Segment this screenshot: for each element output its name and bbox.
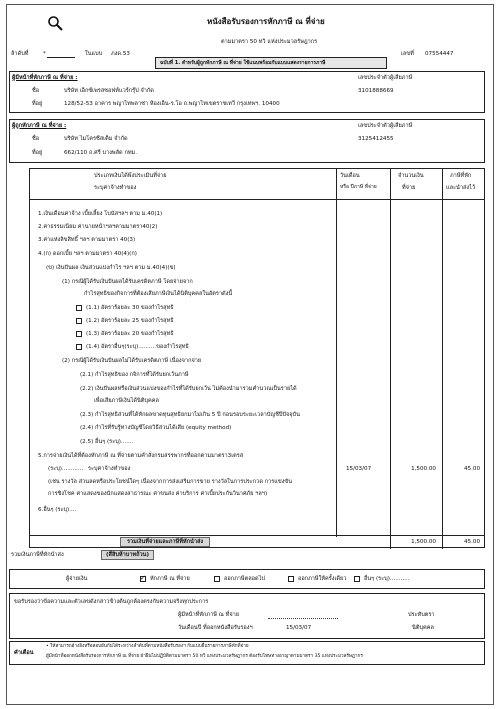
- warning-line-1: • ให้สามารถอ้างอิงหรือสอบยันกันได้ระหว่างลำดับที่ตามหนังสือรับรองฯ กับแบบยื่นรายการภาษีหักที่จ่าย: [46, 644, 249, 649]
- one-time-label: ออกภาษีให้ครั้งเดียว: [298, 576, 347, 582]
- book-no-value: *: [43, 51, 46, 57]
- payer-name-label: ชื่อ: [32, 88, 40, 94]
- item-5-note-2: การชิงโชค ค่าแสดงของนักแสดงสาธารณะ ค่าขนส่ง ค่าบริการ ค่าเบี้ยประกันวินาศภัย ฯลฯ): [48, 491, 268, 497]
- rate-2-label: (1.2) อัตราร้อยละ 25 ของกำไรสุทธิ: [86, 318, 174, 324]
- total-tax: 45.00: [463, 539, 480, 545]
- stamp-label-2: นิติบุคคล: [412, 625, 434, 631]
- permanent-label: ออกภาษีตลอดไป: [224, 576, 266, 582]
- payee-section-label: ผู้ถูกหักภาษี ณ ที่จ่าย :: [12, 123, 67, 129]
- one-time-checkbox[interactable]: [288, 576, 294, 582]
- item-4b: (ข) เงินปันผล เงินส่วนแบ่งกำไร ฯลฯ ตาม ม.40(4)(ข): [46, 265, 176, 271]
- doc-no-label: เลขที่: [401, 51, 414, 57]
- sub-2-3: (2.3) กำไรสุทธิส่วนที่ได้หักผลขาดทุนสุทธิยกมาไม่เกิน 5 ปี ก่อนรอบระยะเวลาบัญชีปีปัจจุบัน: [80, 412, 300, 418]
- other-checkbox[interactable]: [354, 576, 360, 582]
- rate-4-label: (1.4) อัตราอื่นๆ(ระบุ)..........ของกำไรสุทธิ: [86, 344, 189, 350]
- item-5-value: ระบุค่าจ้างทำของ: [88, 466, 131, 472]
- payer-tax-id: 3101888669: [358, 88, 394, 94]
- payee-name-label: ชื่อ: [32, 136, 40, 142]
- item-4b1: (1) กรณีผู้ได้รับเงินปันผลได้รับเครดิตภาษี โดยจ่ายจาก: [62, 279, 193, 285]
- item-5-amount: 1,500.00: [411, 466, 436, 472]
- total-text-label: รวมเงินภาษีที่หักนำส่ง: [11, 552, 64, 558]
- in-form-label: ในแบบ: [85, 51, 103, 57]
- issue-date-value: 15/03/07: [286, 625, 312, 631]
- income-table: [29, 168, 485, 548]
- payee-name: บริษัท ไมโครซีสเต็ม จำกัด: [64, 136, 128, 142]
- sub-2-1: (2.1) กำไรสุทธิของ กจิการที่ได้รับยกเว้นภาษี: [80, 372, 189, 378]
- col-date-header: วันเดือน: [340, 173, 360, 179]
- rate-1-label: (1.1) อัตราร้อยละ 30 ของกำไรสุทธิ: [86, 305, 174, 311]
- certificate-page: [6, 4, 494, 705]
- item-4a: 4.(ก) ดอกเบี้ย ฯลฯ ตามมาตรา 40(4)(ก): [38, 251, 137, 257]
- total-label: รวมเงินที่จ่ายและภาษีที่หักนำส่ง: [120, 537, 210, 547]
- col-type-header-2: ระบุค่าจ้างทำของ: [94, 185, 137, 191]
- payee-section: [9, 119, 485, 163]
- footer-warning: [9, 641, 485, 665]
- permanent-checkbox[interactable]: [214, 576, 220, 582]
- item-5-note-1: (เช่น รางวัล ส่วนลดหรือประโยชน์ใดๆ เนื่องจากการส่งเสริมการขาย รางวัลในการประกวด การแข่งขัน: [48, 479, 293, 485]
- payee-tax-id-label: เลขประจำตัวผู้เสียภาษี: [358, 123, 413, 129]
- book-no-label: ล้าดับที่: [11, 51, 29, 57]
- sub-2-2: (2.2) เงินปันผลหรือเงินส่วนแบ่งของกำไรที่ได้รับยกเว้น ไม่ต้องนำมารวมคำนวณเป็นรายได้: [80, 386, 297, 392]
- doc-no-value: 07554447: [425, 51, 454, 57]
- col-type-header: ประเภทเงินได้พึงประเมินที่จ่าย: [94, 173, 167, 179]
- withhold-label: หักภาษี ณ ที่จ่าย: [150, 576, 190, 582]
- copy-note-banner: [155, 57, 387, 69]
- item-5-date: 15/03/07: [346, 466, 372, 472]
- col-tax-header-2: และนำส่งไว้: [446, 185, 476, 191]
- other-label: อื่นๆ (ระบุ)...........: [364, 576, 410, 582]
- item-1: 1.เงินเดือนค่าจ้าง เบี้ยเลี้ยง โบนัสฯลฯ ตาม ม.40(1): [38, 211, 163, 217]
- warning-label: คำเตือน: [14, 650, 34, 656]
- in-form-value: ภงด.53: [111, 51, 130, 57]
- item-4b1-sub: กำไรสุทธิของกิจการที่ต้องเสียภาษีเงินได้นิติบุคคลในอัตราดังนี้: [84, 291, 233, 297]
- rate-3-checkbox[interactable]: [76, 331, 82, 337]
- item-2: 2.ค่าธรรมเนียม ค่านายหน้าฯลฯตามมาตรา40(2): [38, 224, 158, 230]
- sub-2-5: (2.5) อื่นๆ (ระบุ).......: [80, 439, 134, 445]
- payer-address-label: ที่อยู่: [32, 101, 43, 107]
- payer-section: [9, 71, 485, 113]
- payee-address-label: ที่อยู่: [32, 150, 43, 156]
- payment-options: [9, 569, 485, 589]
- warning-line-2: ผู้มีหน้าที่ออกหนังสือรับรองการหักภาษี ณ ที่จ่าย ฝ่าฝืนไม่ปฏิบัติตามมาตรา 50 ทวิ แห่งประมวลรัษฎากร ต้องรับโทษทางอาญาตามมาตรา 35 แห่งประมวลรัษฎากร: [46, 654, 363, 659]
- rate-2-checkbox[interactable]: [76, 318, 82, 324]
- payer-name: บริษัท เอ็กซ์เพรสซอฟท์แวร์กรุ๊ป จำกัด: [64, 88, 154, 94]
- payee-address: 662/110 ถ.ศรี บางพลัด กทม.: [64, 150, 138, 156]
- rate-3-label: (1.3) อัตราร้อยละ 20 ของกำไรสุทธิ: [86, 331, 174, 337]
- stamp-label-1: ประทับตรา: [408, 612, 435, 618]
- cert-statement: ขอรับรองว่าข้อความและตัวเลขดังกล่าวข้างต้นถูกต้องตรงกับความจริงทุกประการ: [14, 599, 209, 605]
- payer-tax-id-label: เลขประจำตัวผู้เสียภาษี: [358, 75, 413, 81]
- col-amount-header-2: ที่จ่าย: [402, 185, 416, 191]
- rate-4-checkbox[interactable]: [76, 344, 82, 350]
- rate-1-checkbox[interactable]: [76, 305, 82, 311]
- payee-tax-id: 3125412455: [358, 136, 394, 142]
- copy-note-text: ฉบับที่ 1. สำหรับผู้ถูกหักภาษี ณ ที่จ่าย ใช้แนบพร้อมกับแบบแสดงรายการภาษี: [160, 60, 326, 66]
- form-subtitle: ตามมาตรา 50 ทวิ แห่งประมวลรัษฎากร: [221, 39, 318, 45]
- item-4b2: (2) กรณีผู้ได้รับเงินปันผลไม่ได้รับเครดิตภาษี เนื่องจากจ่าย: [62, 358, 202, 364]
- total-text: (สี่สิบห้าบาทถ้วน): [101, 550, 154, 560]
- sub-2-2b: เพื่อเสียภาษีเงินได้นิติบุคคล: [94, 398, 159, 404]
- payer-address: 128/52-53 อาคาร พญาไทพลาซ่า ห้องเอ็น-ร.โอ ถ.พญาไทเขตราชเทวี กรุงเทพฯ. 10400: [64, 101, 280, 107]
- col-tax-header: ภาษีที่หัก: [450, 173, 472, 179]
- item-5: 5.การจ่ายเงินได้ที่ต้องหักภาษี ณ ที่จ่ายตามคำสั่งกรมสรรพากรที่ออกตามมาตรา3เตรส: [38, 453, 244, 459]
- col-date-header-2: หรือ ปีภาษี ที่จ่าย: [340, 184, 377, 190]
- withhold-checkbox[interactable]: [140, 576, 146, 582]
- form-title: หนังสือรับรองการหักภาษี ณ ที่จ่าย: [207, 17, 325, 26]
- sub-2-4: (2.4) กำไรที่รับรู้ทางบัญชีโดยวิธีส่วนได้เสีย (equity method): [80, 425, 232, 431]
- magnifier-icon: [47, 15, 63, 31]
- payer-section-label: ผู้มีหน้าที่หักภาษี ณ ที่จ่าย :: [12, 75, 78, 81]
- issue-date-label: วันเดือนปี ที่ออกหนังสือรับรองฯ: [178, 625, 253, 631]
- item-5-tax: 45.00: [463, 466, 480, 472]
- item-6: 6.อื่นๆ (ระบุ)....: [38, 507, 77, 513]
- item-3: 3.ค่าแห่งลิขสิทธิ์ ฯลฯ ตามมาตรา 40(3): [38, 237, 136, 243]
- certification-section: [9, 593, 485, 639]
- signer-label: ผู้มีหน้าที่หักภาษี ณ ที่จ่าย: [178, 612, 240, 618]
- payer-option-label: ผู้จ่ายเงิน: [66, 576, 88, 582]
- total-amount: 1,500.00: [411, 539, 436, 545]
- col-amount-header: จำนวนเงิน: [398, 173, 424, 179]
- item-5-specify: (ระบุ)............: [48, 466, 84, 472]
